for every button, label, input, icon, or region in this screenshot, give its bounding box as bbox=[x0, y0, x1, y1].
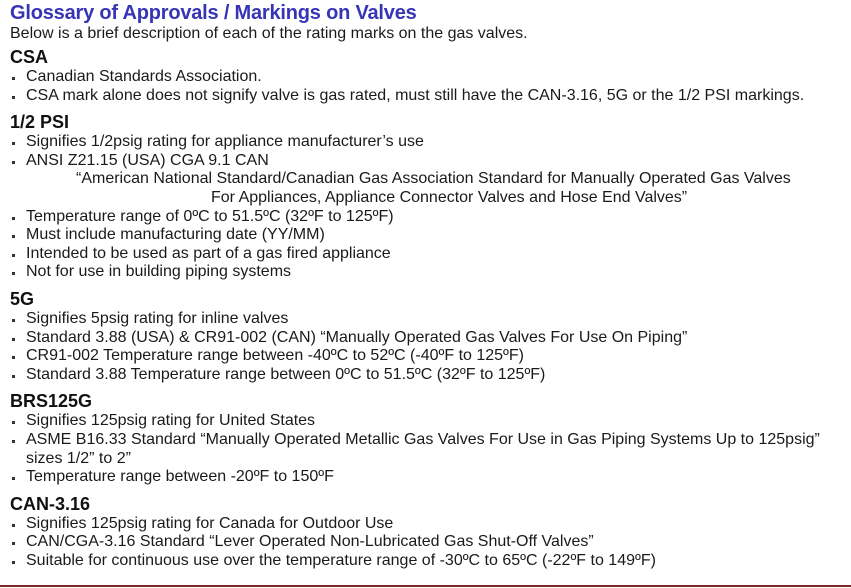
list-item: Standard 3.88 (USA) & CR91-002 (CAN) “Manually Operated Gas Valves For Use On Piping” bbox=[10, 329, 848, 348]
list-item: Signifies 1/2psig rating for appliance manufacturer’s use bbox=[10, 133, 848, 152]
list-item: CR91-002 Temperature range between -40ºC to 52ºC (-40ºF to 125ºF) bbox=[10, 347, 848, 366]
bullet-icon bbox=[12, 142, 15, 145]
list-item: Intended to be used as part of a gas fired appliance bbox=[10, 245, 848, 264]
list-item: Canadian Standards Association. bbox=[10, 68, 848, 87]
bottom-divider bbox=[0, 585, 851, 587]
section-heading: 5G bbox=[10, 288, 35, 309]
section-half-psi bbox=[10, 112, 848, 282]
page-title: Glossary of Approvals / Markings on Valves bbox=[10, 2, 417, 24]
bullet-icon bbox=[12, 77, 15, 80]
bullet-icon bbox=[12, 524, 15, 527]
list-item: Standard 3.88 Temperature range between 0ºC to 51.5ºC (32ºF to 125ºF) bbox=[10, 366, 848, 385]
list-item-continuation: sizes 1/2” to 2” bbox=[26, 449, 131, 467]
bullet-icon bbox=[12, 319, 15, 322]
list-item: Not for use in building piping systems bbox=[10, 263, 848, 282]
bullet-icon bbox=[12, 272, 15, 275]
list-item: Temperature range of 0ºC to 51.5ºC (32ºF to 125ºF) bbox=[10, 208, 848, 227]
bullet-icon bbox=[12, 375, 15, 378]
list-item: CSA mark alone does not signify valve is gas rated, must still have the CAN-3.16, 5G or the 1/2 PSI markings. bbox=[10, 87, 848, 106]
bullet-icon bbox=[12, 421, 15, 424]
section-csa bbox=[10, 47, 848, 105]
intro-text: Below is a brief description of each of the rating marks on the gas valves. bbox=[10, 25, 528, 42]
list-item: CAN/CGA-3.16 Standard “Lever Operated Non-Lubricated Gas Shut-Off Valves” bbox=[10, 533, 848, 552]
bullet-icon bbox=[12, 338, 15, 341]
bullet-icon bbox=[12, 561, 15, 564]
bullet-icon bbox=[12, 217, 15, 220]
bullet-icon bbox=[12, 96, 15, 99]
list-item: Must include manufacturing date (YY/MM) bbox=[10, 226, 848, 245]
bullet-icon bbox=[12, 254, 15, 257]
list-item: ASME B16.33 Standard “Manually Operated Metallic Gas Valves For Use in Gas Piping Systems Up to 125psig” bbox=[10, 431, 848, 450]
bullet-icon bbox=[12, 235, 15, 238]
section-heading: CSA bbox=[10, 47, 49, 67]
bullet-icon bbox=[12, 477, 15, 480]
glossary-page bbox=[10, 2, 848, 570]
list-item: Signifies 125psig rating for United States bbox=[10, 412, 848, 431]
standard-quote-line: “American National Standard/Canadian Gas Association Standard for Manually Operated Gas Valves bbox=[76, 170, 791, 188]
bullet-icon bbox=[12, 161, 15, 164]
bullet-icon bbox=[12, 440, 15, 443]
section-heading: 1/2 PSI bbox=[10, 112, 70, 133]
section-brs125g bbox=[10, 391, 848, 486]
list-item: ANSI Z21.15 (USA) CGA 9.1 CAN bbox=[10, 152, 848, 171]
section-5g bbox=[10, 289, 848, 384]
bullet-icon bbox=[12, 542, 15, 545]
list-item: Temperature range between -20ºF to 150ºF bbox=[10, 468, 848, 487]
list-item: Signifies 125psig rating for Canada for Outdoor Use bbox=[10, 515, 848, 534]
list-item: Suitable for continuous use over the temperature range of -30ºC to 65ºC (-22ºF to 149ºF) bbox=[10, 552, 848, 571]
section-can-3-16 bbox=[10, 494, 848, 571]
list-item: Signifies 5psig rating for inline valves bbox=[10, 310, 848, 329]
bullet-icon bbox=[12, 356, 15, 359]
standard-quote-line: For Appliances, Appliance Connector Valves and Hose End Valves” bbox=[211, 188, 688, 206]
section-heading: CAN-3.16 bbox=[10, 493, 91, 514]
section-heading: BRS125G bbox=[10, 391, 93, 412]
